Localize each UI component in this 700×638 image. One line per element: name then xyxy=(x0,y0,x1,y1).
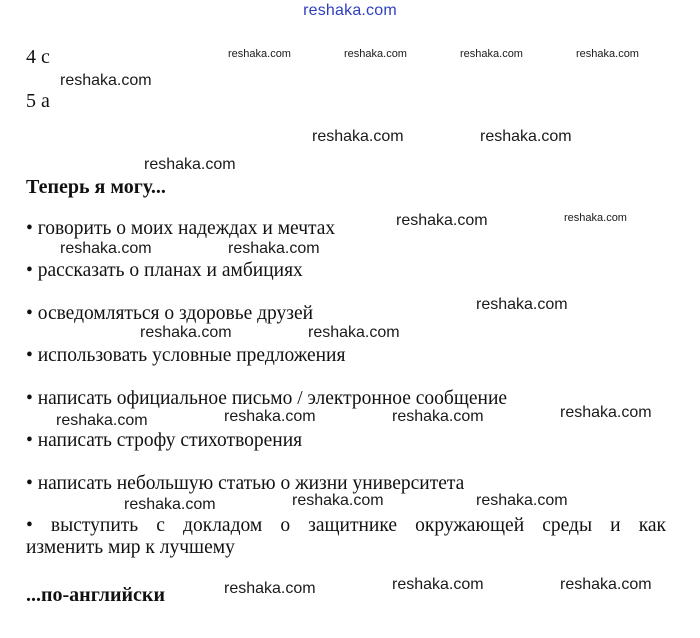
watermark: reshaka.com xyxy=(56,412,148,429)
watermark: reshaka.com xyxy=(396,212,488,229)
list-item-line: изменить мир к лучшему xyxy=(26,537,235,558)
watermark: reshaka.com xyxy=(476,296,568,313)
site-header-link[interactable]: reshaka.com xyxy=(303,2,397,19)
list-item: • говорить о моих надеждах и мечтах xyxy=(26,218,336,239)
watermark: reshaka.com xyxy=(144,156,236,173)
watermark: reshaka.com xyxy=(60,72,152,89)
list-item: • рассказать о планах и амбициях xyxy=(26,260,303,281)
watermark: reshaka.com xyxy=(124,496,216,513)
watermark: reshaka.com xyxy=(392,408,484,425)
list-item: • написать строфу стихотворения xyxy=(26,430,303,451)
watermark: reshaka.com xyxy=(224,408,316,425)
list-item-line: • выступить с докладом о защитнике окружающей среды и как xyxy=(26,515,666,536)
watermark: reshaka.com xyxy=(312,128,404,145)
section-footer: ...по-английски xyxy=(26,584,165,606)
watermark: reshaka.com xyxy=(228,48,291,60)
list-item: • осведомляться о здоровье друзей xyxy=(26,303,314,324)
watermark: reshaka.com xyxy=(344,48,407,60)
watermark: reshaka.com xyxy=(460,48,523,60)
watermark: reshaka.com xyxy=(224,580,316,597)
watermark: reshaka.com xyxy=(60,240,152,257)
list-item: • написать официальное письмо / электронное сообщение xyxy=(26,388,508,409)
watermark: reshaka.com xyxy=(308,324,400,341)
watermark: reshaka.com xyxy=(560,404,652,421)
watermark: reshaka.com xyxy=(292,492,384,509)
watermark: reshaka.com xyxy=(228,240,320,257)
section-heading: Теперь я могу... xyxy=(26,176,166,198)
list-item: • использовать условные предложения xyxy=(26,345,346,366)
list-item: • написать небольшую статью о жизни университета xyxy=(26,473,465,494)
answer-5: 5 a xyxy=(26,90,50,112)
watermark: reshaka.com xyxy=(560,576,652,593)
watermark: reshaka.com xyxy=(392,576,484,593)
watermark: reshaka.com xyxy=(576,48,639,60)
watermark: reshaka.com xyxy=(476,492,568,509)
answer-4: 4 c xyxy=(26,46,50,68)
watermark: reshaka.com xyxy=(480,128,572,145)
list-item-multiline xyxy=(26,515,666,559)
watermark: reshaka.com xyxy=(140,324,232,341)
watermark: reshaka.com xyxy=(564,212,627,224)
